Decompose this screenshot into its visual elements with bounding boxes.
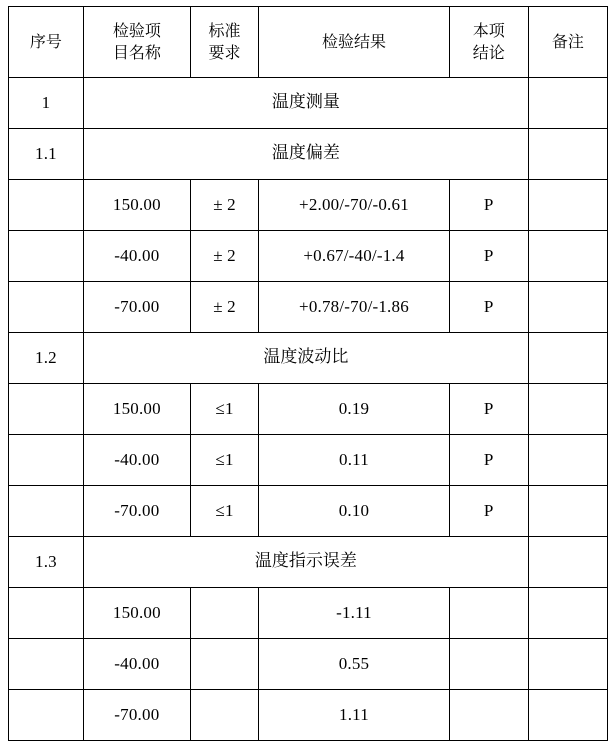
cell-item-name: -70.00 (83, 690, 190, 741)
cell-inspection-result: 0.10 (259, 486, 449, 537)
cell-serial-number (9, 639, 84, 690)
table-row (9, 129, 608, 180)
cell-remark (528, 690, 607, 741)
column-header-inspection-result (259, 7, 449, 78)
cell-item-name: -70.00 (83, 486, 190, 537)
cell-section-title: 温度波动比 (83, 333, 528, 384)
table-row (9, 180, 608, 231)
cell-section-title: 温度偏差 (83, 129, 528, 180)
cell-remark (528, 231, 607, 282)
cell-conclusion: P (449, 384, 528, 435)
table-row (9, 588, 608, 639)
cell-serial-number (9, 180, 84, 231)
cell-conclusion: P (449, 282, 528, 333)
cell-remark (528, 180, 607, 231)
cell-item-name: -40.00 (83, 231, 190, 282)
table-row (9, 690, 608, 741)
inspection-results-table (8, 6, 608, 741)
cell-remark (528, 639, 607, 690)
cell-serial-number: 1.3 (9, 537, 84, 588)
cell-standard-requirement: ≤1 (190, 384, 258, 435)
cell-remark (528, 78, 607, 129)
cell-serial-number (9, 435, 84, 486)
cell-remark (528, 129, 607, 180)
cell-remark (528, 486, 607, 537)
cell-inspection-result: +2.00/-70/-0.61 (259, 180, 449, 231)
cell-conclusion: P (449, 231, 528, 282)
cell-item-name: -70.00 (83, 282, 190, 333)
cell-serial-number (9, 282, 84, 333)
cell-remark (528, 282, 607, 333)
cell-standard-requirement: ≤1 (190, 486, 258, 537)
cell-remark (528, 435, 607, 486)
cell-standard-requirement: ± 2 (190, 231, 258, 282)
cell-serial-number: 1 (9, 78, 84, 129)
cell-inspection-result: +0.78/-70/-1.86 (259, 282, 449, 333)
cell-inspection-result: 0.19 (259, 384, 449, 435)
cell-serial-number (9, 231, 84, 282)
cell-conclusion (449, 690, 528, 741)
column-header-item-name-line2: 目名称 (112, 43, 161, 62)
cell-section-title: 温度测量 (83, 78, 528, 129)
column-header-serial-number-line1: 序号 (29, 32, 62, 52)
table-row (9, 486, 608, 537)
table-row (9, 537, 608, 588)
cell-item-name: -40.00 (83, 639, 190, 690)
cell-serial-number (9, 486, 84, 537)
cell-remark (528, 333, 607, 384)
cell-standard-requirement: ± 2 (190, 282, 258, 333)
cell-item-name: 150.00 (83, 384, 190, 435)
cell-conclusion: P (449, 180, 528, 231)
cell-serial-number (9, 384, 84, 435)
table-body (9, 78, 608, 741)
column-header-conclusion-line2: 结论 (472, 43, 505, 62)
column-header-item-name (83, 7, 190, 78)
cell-conclusion: P (449, 486, 528, 537)
cell-section-title: 温度指示误差 (83, 537, 528, 588)
cell-inspection-result: +0.67/-40/-1.4 (259, 231, 449, 282)
cell-standard-requirement: ± 2 (190, 180, 258, 231)
cell-remark (528, 588, 607, 639)
cell-inspection-result: 0.55 (259, 639, 449, 690)
column-header-remark-line1: 备注 (551, 32, 584, 52)
cell-serial-number: 1.2 (9, 333, 84, 384)
cell-conclusion (449, 588, 528, 639)
table-row (9, 282, 608, 333)
cell-inspection-result: 1.11 (259, 690, 449, 741)
table-row (9, 231, 608, 282)
cell-conclusion: P (449, 435, 528, 486)
table-row (9, 384, 608, 435)
table-row (9, 639, 608, 690)
cell-serial-number (9, 690, 84, 741)
table-row (9, 78, 608, 129)
cell-serial-number (9, 588, 84, 639)
header-row (9, 7, 608, 78)
cell-standard-requirement (190, 690, 258, 741)
table-header (9, 7, 608, 78)
cell-item-name: -40.00 (83, 435, 190, 486)
cell-standard-requirement: ≤1 (190, 435, 258, 486)
cell-serial-number: 1.1 (9, 129, 84, 180)
cell-remark (528, 537, 607, 588)
cell-item-name: 150.00 (83, 588, 190, 639)
cell-standard-requirement (190, 639, 258, 690)
cell-conclusion (449, 639, 528, 690)
column-header-standard-requirement (190, 7, 258, 78)
table-row (9, 333, 608, 384)
column-header-remark (528, 7, 607, 78)
cell-remark (528, 384, 607, 435)
cell-inspection-result: 0.11 (259, 435, 449, 486)
column-header-item-name-line1: 检验项 (112, 21, 161, 41)
column-header-serial-number (9, 7, 84, 78)
column-header-conclusion (449, 7, 528, 78)
table-row (9, 435, 608, 486)
cell-inspection-result: -1.11 (259, 588, 449, 639)
column-header-inspection-result-line1: 检验结果 (321, 32, 386, 52)
cell-item-name: 150.00 (83, 180, 190, 231)
column-header-conclusion-line1: 本项 (472, 21, 505, 41)
cell-standard-requirement (190, 588, 258, 639)
column-header-standard-requirement-line2: 要求 (208, 43, 241, 62)
column-header-standard-requirement-line1: 标准 (208, 21, 241, 41)
